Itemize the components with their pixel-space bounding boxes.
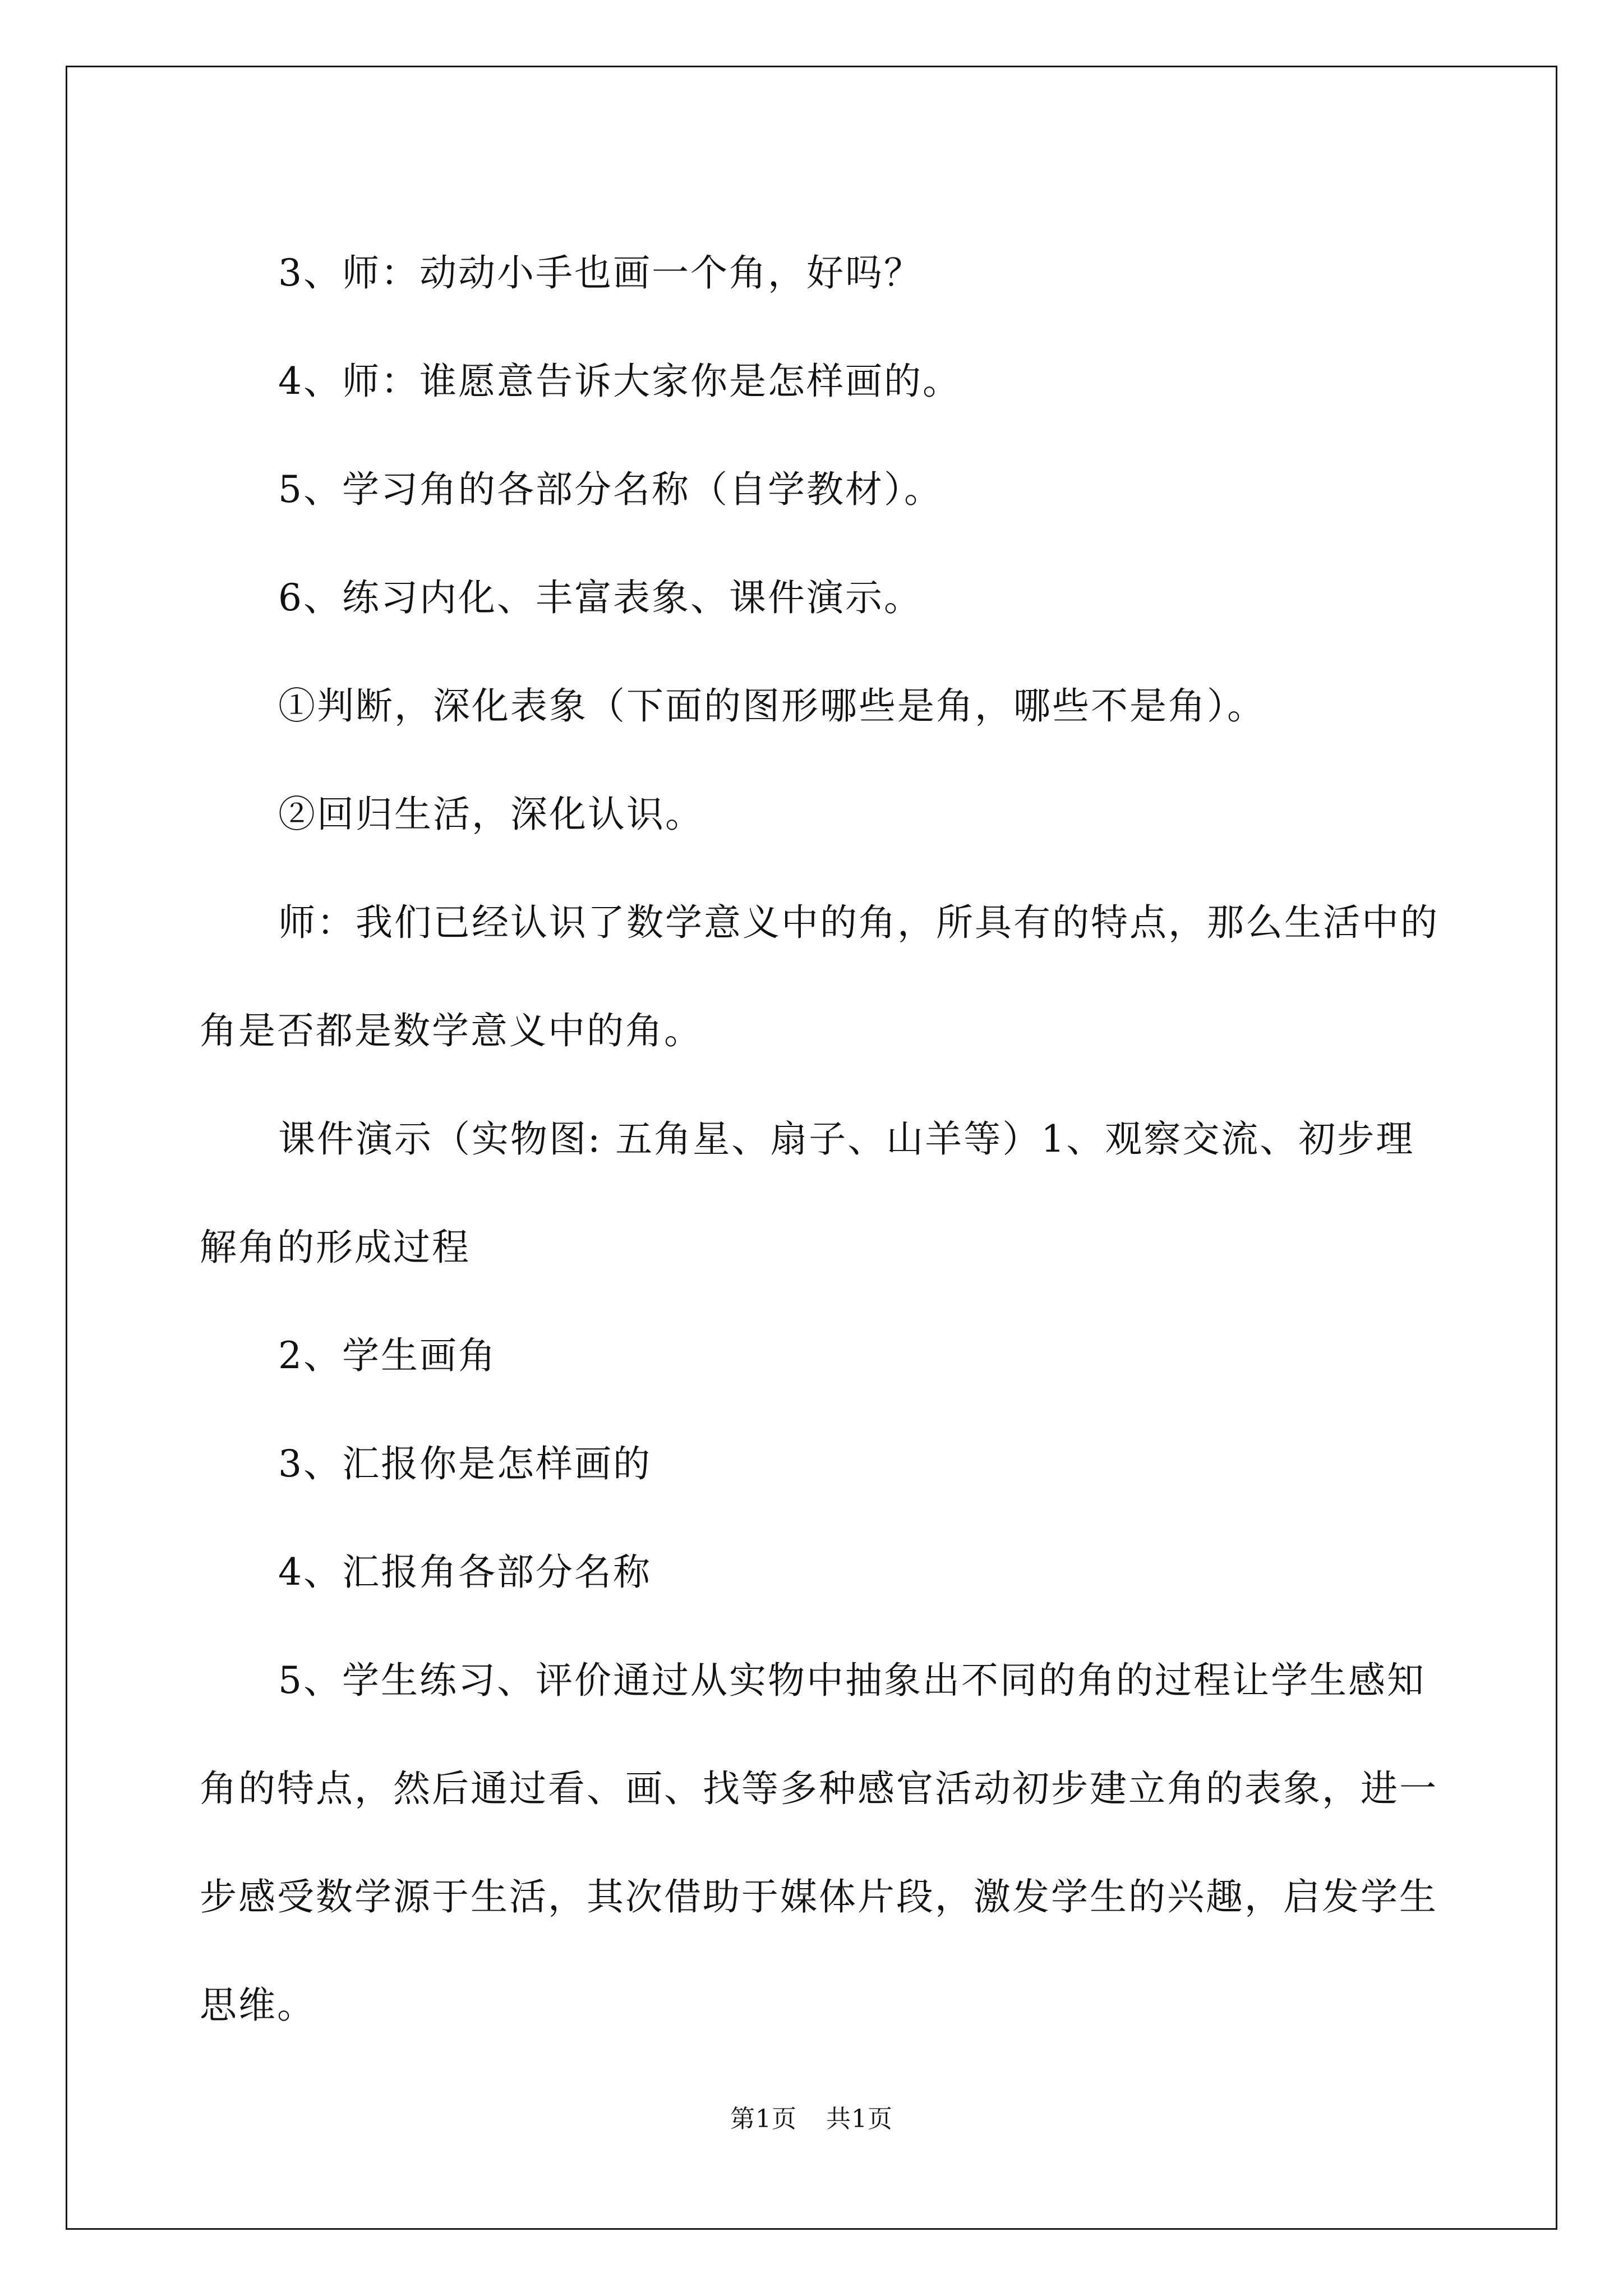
paragraph-practice-summary: 5、学生练习、评价通过从实物中抽象出不同的角的过程让学生感知角的特点，然后通过看、画、找等多种感官活动初步建立角的表象，进一步感受数学源于生活，其次借助于媒体片段，激发学生的兴趣，启发学生思维。 <box>200 1659 1438 2027</box>
paragraph-courseware-demo: 课件演示（实物图: 五角星、扇子、山羊等）1、观察交流、初步理解角的形成过程 <box>200 1117 1415 1269</box>
page-total: 共1页 <box>826 2105 893 2133</box>
page-footer <box>0 2102 1623 2136</box>
paragraph-return-life: ②回归生活，深化认识。 <box>278 793 704 836</box>
paragraph-student-draw: 2、学生画角 <box>278 1334 497 1377</box>
page-number: 第1页 <box>730 2105 797 2133</box>
paragraph-judge: ①判断，深化表象（下面的图形哪些是角，哪些不是角）。 <box>278 684 1266 728</box>
paragraph-report-names: 4、汇报角各部分名称 <box>278 1550 652 1594</box>
paragraph-teacher-question: 师：我们已经认识了数学意义中的角，所具有的特点，那么生活中的角是否都是数学意义中的角。 <box>200 901 1439 1052</box>
paragraph-step-4: 4、师：谁愿意告诉大家你是怎样画的。 <box>278 360 961 403</box>
paragraph-step-5: 5、学习角的各部分名称（自学教材）。 <box>278 468 943 511</box>
paragraph-report-method: 3、汇报你是怎样画的 <box>278 1442 652 1485</box>
paragraph-step-6: 6、练习内化、丰富表象、课件演示。 <box>278 576 923 619</box>
paragraph-step-3: 3、师：动动小手也画一个角，好吗？ <box>278 251 923 295</box>
document-body <box>200 219 1439 2059</box>
